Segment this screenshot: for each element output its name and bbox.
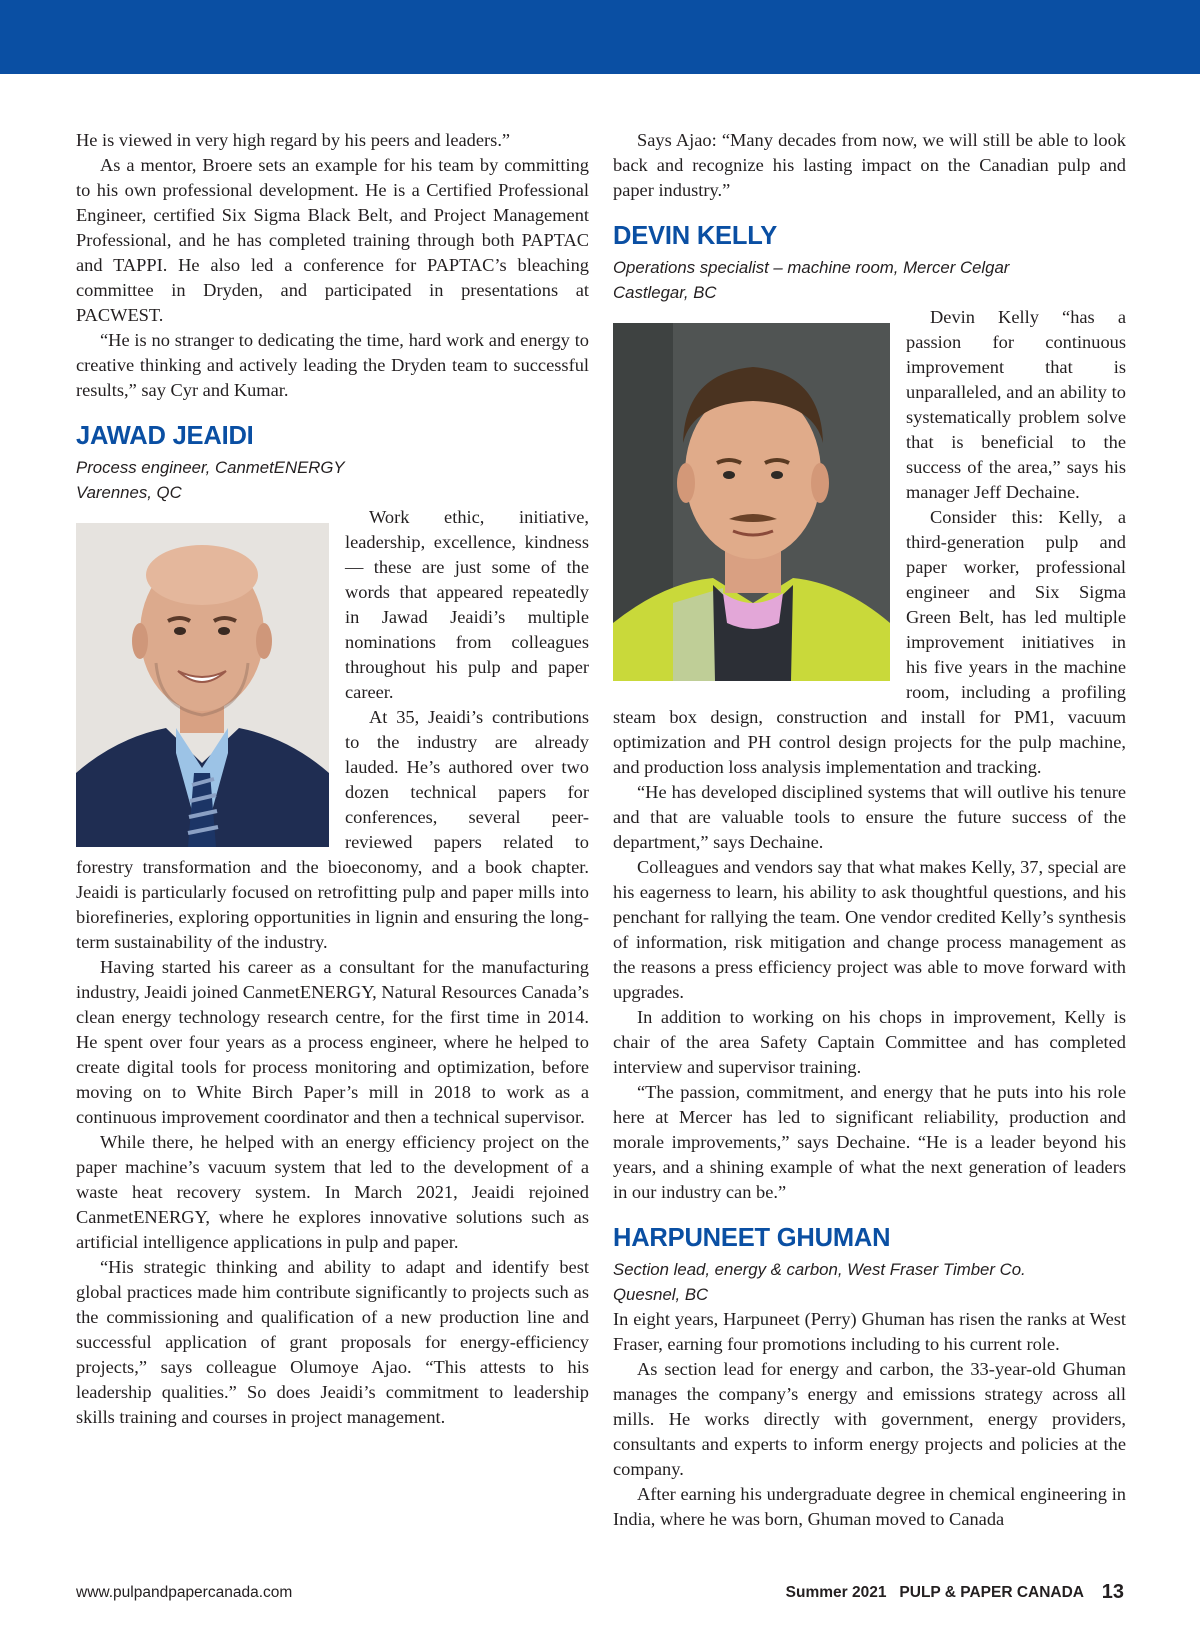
page-number: 13 (1101, 1581, 1124, 1603)
body-paragraph: Having started his career as a consultant for the manufacturing industry, Jeaidi joined CanmetENERGY, Natural Resources Canada’s clean energy technology research centre, for the first time in 2014. He spent over four years as a process engineer, where he helped to create digital tools for process monitoring and optimization, before moving on to White Birch Paper’s mill in 2018 to work as a continuous improvement coordinator and then a technical supervisor. (76, 957, 589, 1127)
portrait-photo-kelly (613, 323, 890, 681)
body-paragraph: “He is no stranger to dedicating the time, hard work and energy to creative thinking and actively leading the Dryden team to successful results,” say Cyr and Kumar. (76, 330, 589, 400)
right-column (613, 128, 1126, 1532)
profile-location-ghuman: Quesnel, BC (613, 1285, 709, 1304)
profile-name-kelly: DEVIN KELLY (613, 222, 778, 250)
body-paragraph: Work ethic, initiative, leadership, excellence, kindness — these are just some of the words that appeared repeatedly in Jawad Jeaidi’s multiple nominations from colleagues throughout his pulp and paper career. (345, 507, 589, 702)
body-paragraph: “The passion, commitment, and energy that he puts into his role here at Mercer has led to significant reliability, production and morale improvements,” says Dechaine. “He is a leader beyond his years, and a shining example of what the next generation of leaders in our industry can be.” (613, 1082, 1126, 1202)
profile-title-ghuman: Section lead, energy & carbon, West Fraser Timber Co. (613, 1260, 1026, 1279)
body-paragraph: After earning his undergraduate degree in chemical engineering in India, where he was born, Ghuman moved to Canada (613, 1484, 1126, 1529)
body-paragraph: “His strategic thinking and ability to adapt and identify best global practices made him contribute significantly to projects such as the commissioning and qualification of a new production line and successful application of grant proposals for energy-efficiency projects,” says colleague Olumoye Ajao. “This attests to his leadership qualities.” So does Jeaidi’s commitment to leadership skills training and courses in project management. (76, 1257, 589, 1427)
profile-title-kelly: Operations specialist – machine room, Mercer Celgar (613, 258, 1010, 277)
body-paragraph: Colleagues and vendors say that what makes Kelly, 37, special are his eagerness to learn, his ability to ask thoughtful questions, and his penchant for rallying the team. One vendor credited Kelly’s synthesis of information, risk mitigation and change process management as the reasons a press efficiency project was able to move forward with upgrades. (613, 857, 1126, 1002)
profile-location-kelly: Castlegar, BC (613, 283, 717, 302)
body-paragraph: In eight years, Harpuneet (Perry) Ghuman has risen the ranks at West Fraser, earning four promotions including to his current role. (613, 1309, 1126, 1354)
body-paragraph: At 35, Jeaidi’s contributions to the industry are already lauded. He’s authored over two dozen technical papers for conferences, several peer-reviewed papers related to forestry transformation and the bioeconomy, and a book chapter. Jeaidi is particularly focused on retrofitting pulp and paper mills into biorefineries, exploring opportunities in lignin and ensuring the long-term sustainability of the industry. (76, 707, 589, 952)
body-paragraph: As section lead for energy and carbon, the 33-year-old Ghuman manages the company’s energy and emissions strategy across all mills. He works directly with government, energy providers, consultants and experts to inform energy projects and policies at the company. (613, 1359, 1126, 1479)
body-paragraph: He is viewed in very high regard by his peers and leaders.” (76, 130, 511, 150)
body-paragraph: While there, he helped with an energy efficiency project on the paper machine’s vacuum system that led to the development of a waste heat recovery system. In March 2021, Jeaidi rejoined CanmetENERGY, where he explores innovative solutions such as artificial intelligence applications in pulp and paper. (76, 1132, 589, 1252)
body-paragraph: Says Ajao: “Many decades from now, we will still be able to look back and recognize his lasting impact on the Canadian pulp and paper industry.” (613, 130, 1126, 200)
body-paragraph: “He has developed disciplined systems that will outlive his tenure and that are valuable tools to ensure the future success of the department,” says Dechaine. (613, 782, 1126, 852)
body-paragraph: Consider this: Kelly, a third-generation pulp and paper worker, professional engineer and Six Sigma Green Belt, has led multiple improvement initiatives in his five years in the machine room, including a profiling steam box design, construction and install for PM1, vacuum optimization and PH control design projects for the pulp machine, and production loss analysis implementation and tracking. (613, 507, 1126, 777)
header-color-band (0, 0, 1200, 74)
portrait-kelly-illustration (613, 323, 890, 681)
portrait-photo-jeaidi (76, 523, 329, 847)
page-footer (76, 1582, 1124, 1606)
website-link[interactable]: www.pulpandpapercanada.com (76, 1584, 293, 1601)
body-paragraph: Devin Kelly “has a passion for continuous improvement that is unparalleled, and an ability to systematically problem solve that is beneficial to the success of the area,” says his manager Jeff Dechaine. (906, 307, 1126, 502)
profile-title-jeaidi: Process engineer, CanmetENERGY (76, 458, 345, 477)
profile-name-ghuman: HARPUNEET GHUMAN (613, 1224, 891, 1252)
portrait-jeaidi-illustration (76, 523, 329, 847)
profile-name-jeaidi: JAWAD JEAIDI (76, 422, 254, 450)
left-column (76, 128, 589, 1430)
issue-label: Summer 2021 (785, 1584, 887, 1601)
body-paragraph: In addition to working on his chops in improvement, Kelly is chair of the area Safety Captain Committee and has completed interview and supervisor training. (613, 1007, 1126, 1077)
magazine-name: PULP & PAPER CANADA (899, 1584, 1084, 1601)
body-paragraph: As a mentor, Broere sets an example for his team by committing to his own professional development. He is a Certified Professional Engineer, certified Six Sigma Black Belt, and Project Management Professional, and he has completed training through both PAPTAC and TAPPI. He also led a conference for PAPTAC’s bleaching committee in Dryden, and participated in presentations at PACWEST. (76, 155, 589, 325)
profile-location-jeaidi: Varennes, QC (76, 483, 182, 502)
footer-issue-magazine (786, 1584, 1084, 1602)
